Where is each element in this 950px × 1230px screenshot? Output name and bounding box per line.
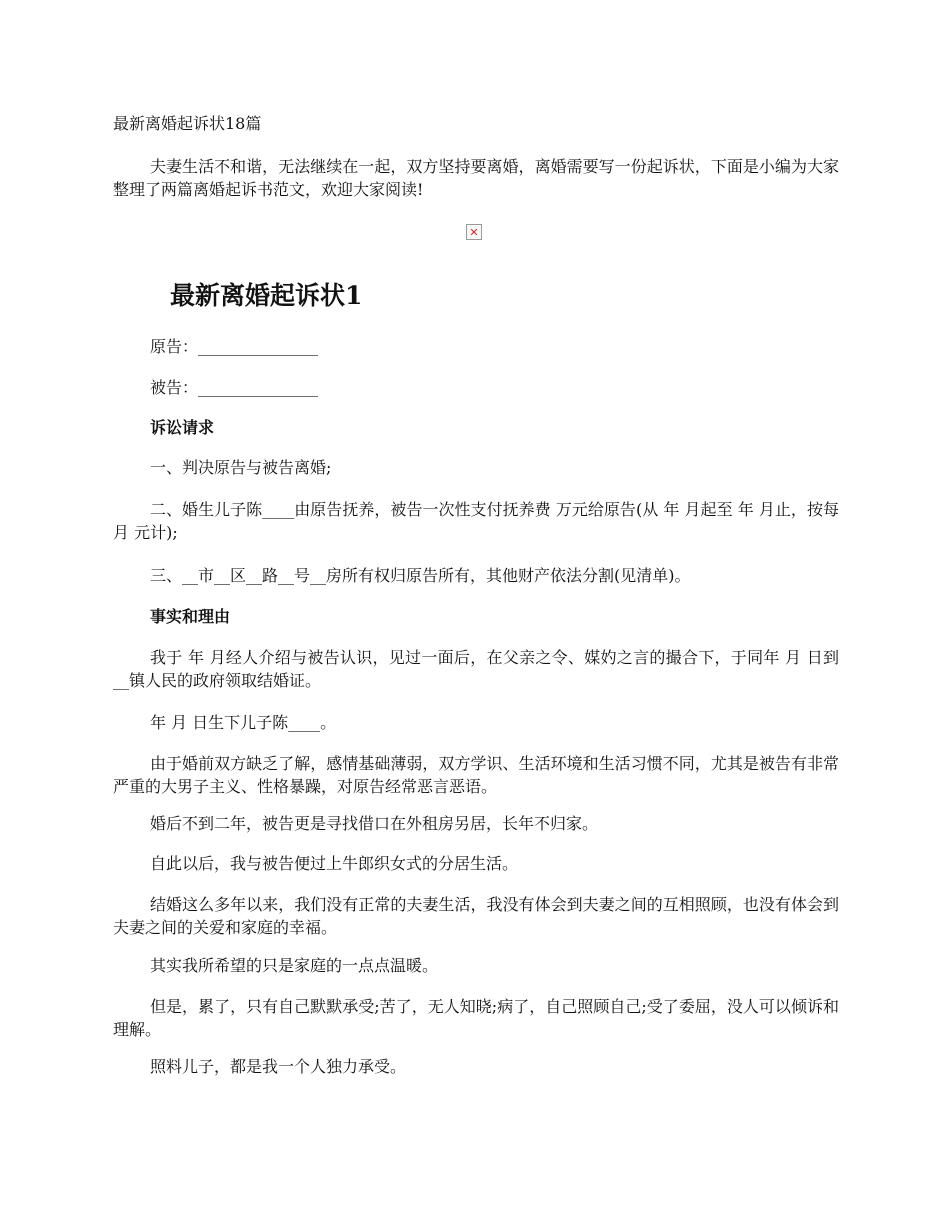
fact-3: 由于婚前双方缺乏了解，感情基础薄弱，双方学识、生活环境和生活习惯不同，尤其是被告有非常严重的大男子主义、性格暴躁，对原告经常恶言恶语。 bbox=[113, 754, 839, 796]
fact-1: 我于 年 月经人介绍与被告认识，见过一面后，在父亲之令、媒妁之言的撮合下，于同年 月 日到__镇人民的政府领取结婚证。 bbox=[113, 648, 839, 690]
fact-2: 年 月 日生下儿子陈____。 bbox=[150, 713, 337, 732]
plaintiff-line: 原告：_______________ bbox=[150, 337, 319, 356]
fact-4: 婚后不到二年，被告更是寻找借口在外租房另居，长年不归家。 bbox=[150, 814, 599, 833]
claims-heading: 诉讼请求 bbox=[150, 418, 215, 437]
claim-1: 一、判决原告与被告离婚; bbox=[150, 458, 332, 477]
defendant-line: 被告：_______________ bbox=[150, 378, 319, 397]
fact-9: 照料儿子，都是我一个人独力承受。 bbox=[150, 1057, 407, 1076]
intro-paragraph: 夫妻生活不和谐，无法继续在一起，双方坚持要离婚，离婚需要写一份起诉状，下面是小编为大家整理了两篇离婚起诉书范文，欢迎大家阅读! bbox=[113, 157, 839, 199]
claim-3: 三、__市__区__路__号__房所有权归原告所有，其他财产依法分割(见清单)。 bbox=[150, 566, 691, 585]
facts-heading: 事实和理由 bbox=[150, 607, 231, 626]
section-heading: 最新离婚起诉状1 bbox=[170, 281, 363, 310]
fact-7: 其实我所希望的只是家庭的一点点温暖。 bbox=[150, 956, 439, 975]
fact-8: 但是，累了，只有自己默默承受;苦了，无人知晓;病了，自己照顾自己;受了委屈，没人可以倾诉和理解。 bbox=[113, 997, 839, 1039]
broken-image-icon: ✕ bbox=[466, 224, 482, 240]
fact-6: 结婚这么多年以来，我们没有正常的夫妻生活，我没有体会到夫妻之间的互相照顾，也没有体会到夫妻之间的关爱和家庭的幸福。 bbox=[113, 895, 839, 937]
claim-2: 二、婚生儿子陈____由原告抚养，被告一次性支付抚养费 万元给原告(从 年 月起至 年 月止，按每月 元计); bbox=[113, 500, 839, 542]
document-title: 最新离婚起诉状18篇 bbox=[113, 114, 262, 133]
fact-5: 自此以后，我与被告便过上牛郎织女式的分居生活。 bbox=[150, 854, 519, 873]
